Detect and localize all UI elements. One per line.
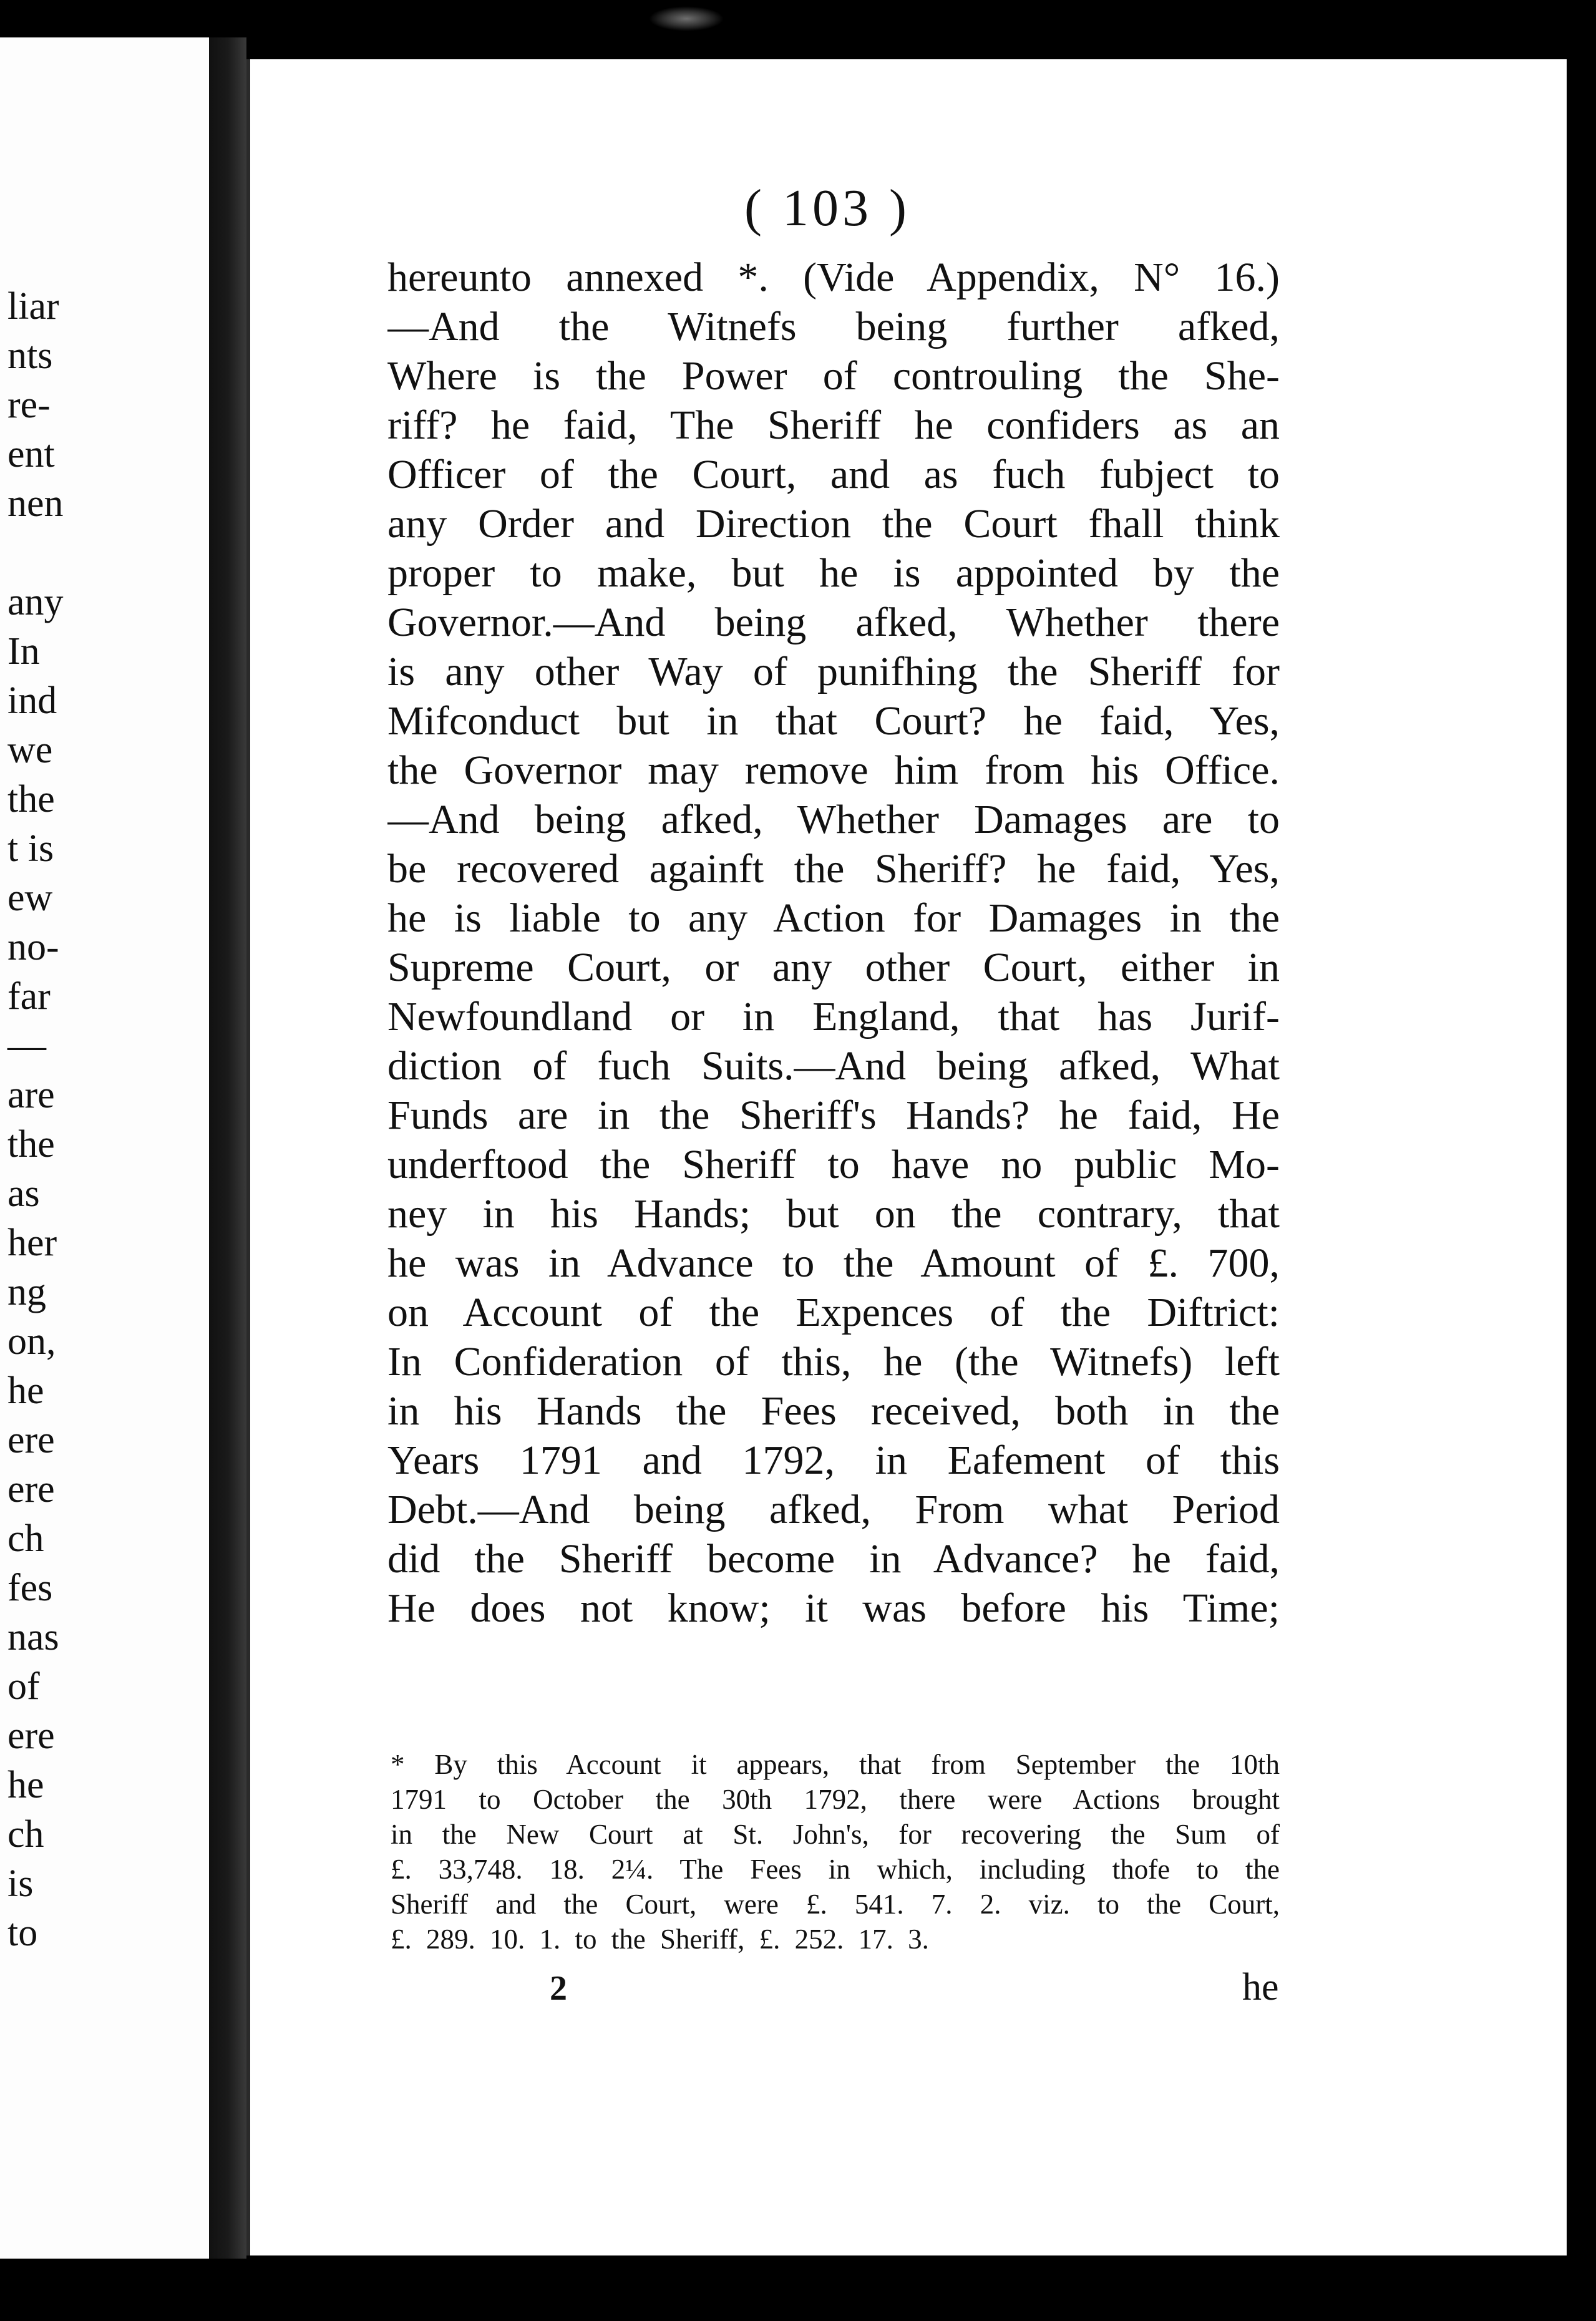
footnote-line: in the New Court at St. John's, for recovering the Sum of (391, 1819, 1280, 1850)
main-page (246, 59, 1567, 2255)
left-page-fragment: the (7, 778, 55, 820)
left-page-fragment: ind (7, 679, 57, 722)
body-line: In Confideration of this, he (the Witnefs) left (387, 1339, 1280, 1384)
body-line: proper to make, but he is appointed by the (387, 550, 1280, 596)
left-page-fragment: ent (7, 433, 55, 475)
body-line: Supreme Court, or any other Court, either in (387, 945, 1280, 990)
body-line: he was in Advance to the Amount of £. 700, (387, 1240, 1280, 1286)
left-page-fragment: ng (7, 1271, 46, 1313)
body-line: ney in his Hands; but on the contrary, that (387, 1191, 1280, 1237)
body-line: the Governor may remove him from his Office. (387, 747, 1280, 793)
body-line: Where is the Power of controuling the She- (387, 353, 1280, 399)
left-page-fragment: nen (7, 482, 64, 525)
left-page-fragment: In (7, 630, 40, 673)
left-page-fragment: no- (7, 926, 59, 968)
left-page-fragment: to (7, 1912, 38, 1954)
footnote (391, 1747, 1280, 1957)
left-page-fragment: her (7, 1222, 57, 1264)
footnote-line: * By this Account it appears, that from September the 10th (391, 1749, 1280, 1780)
left-page-fragment: he (7, 1764, 44, 1806)
left-page-fragment: are (7, 1074, 55, 1116)
body-line: be recovered againft the Sheriff? he faid, Yes, (387, 846, 1280, 892)
left-page-fragment: ch (7, 1813, 44, 1856)
left-page-fragment: any (7, 581, 64, 623)
body-text (387, 253, 1280, 1633)
left-page-fragment: ch (7, 1517, 44, 1560)
body-line: Mifconduct but in that Court? he faid, Yes, (387, 698, 1280, 744)
left-page-fragment: ere (7, 1468, 55, 1511)
body-line: —And the Witnefs being further afked, (387, 304, 1280, 349)
body-line: is any other Way of punifhing the Sheriff for (387, 649, 1280, 694)
body-line: Years 1791 and 1792, in Eafement of this (387, 1438, 1280, 1483)
left-page-fragment: nas (7, 1616, 59, 1658)
scan-edge-mark (649, 6, 724, 31)
body-line: Debt.—And being afked, From what Period (387, 1487, 1280, 1532)
catchword: he (1242, 1966, 1279, 2008)
footnote-line: 1791 to October the 30th 1792, there were Actions brought (391, 1784, 1280, 1815)
body-line: did the Sheriff become in Advance? he faid, (387, 1536, 1280, 1582)
left-page-fragment: the (7, 1123, 55, 1165)
left-page-partial (0, 37, 212, 2259)
body-line: on Account of the Expences of the Diftrict: (387, 1290, 1280, 1335)
left-page-fragment: as (7, 1172, 40, 1215)
left-page-fragment: fes (7, 1567, 53, 1609)
body-line: in his Hands the Fees received, both in the (387, 1388, 1280, 1434)
body-line: underftood the Sheriff to have no public Mo- (387, 1142, 1280, 1187)
left-page-fragment: of (7, 1665, 40, 1708)
left-page-fragment: t is (7, 827, 54, 870)
body-line: Newfoundland or in England, that has Jurif- (387, 994, 1280, 1039)
left-page-fragment: far (7, 975, 51, 1018)
body-line: Funds are in the Sheriff's Hands? he faid, He (387, 1092, 1280, 1138)
left-page-fragment: — (7, 1024, 46, 1067)
footnote-line: Sheriff and the Court, were £. 541. 7. 2. viz. to the Court, (391, 1889, 1280, 1920)
body-line: any Order and Direction the Court fhall think (387, 501, 1280, 547)
body-line: He does not know; it was before his Time; (387, 1585, 1280, 1631)
footnote-line: £. 33,748. 18. 2¼. The Fees in which, including thofe to the (391, 1854, 1280, 1885)
left-page-fragment: ew (7, 877, 53, 919)
left-page-fragment: re- (7, 384, 51, 426)
book-gutter (209, 37, 246, 2259)
left-page-fragment: ere (7, 1419, 55, 1461)
footnote-line: £. 289. 10. 1. to the Sheriff, £. 252. 17. 3. (391, 1924, 929, 1955)
body-line: Governor.—And being afked, Whether there (387, 600, 1280, 645)
left-page-fragment: is (7, 1862, 34, 1905)
body-line: —And being afked, Whether Damages are to (387, 797, 1280, 842)
body-line: he is liable to any Action for Damages in the (387, 895, 1280, 941)
signature-mark: 2 (550, 1969, 567, 2008)
page-number: ( 103 ) (744, 179, 910, 237)
body-line: Officer of the Court, and as fuch fubject to (387, 452, 1280, 497)
left-page-fragment: we (7, 729, 53, 771)
left-page-fragment: on, (7, 1320, 56, 1363)
left-page-fragment: ere (7, 1715, 55, 1757)
body-line: diction of fuch Suits.—And being afked, What (387, 1043, 1280, 1089)
body-line: hereunto annexed *. (Vide Appendix, N° 16.) (387, 255, 1280, 300)
left-page-fragment: he (7, 1370, 44, 1412)
left-page-fragment: liar (7, 285, 59, 328)
body-line: riff? he faid, The Sheriff he confiders as an (387, 402, 1280, 448)
left-page-fragment: nts (7, 334, 53, 377)
